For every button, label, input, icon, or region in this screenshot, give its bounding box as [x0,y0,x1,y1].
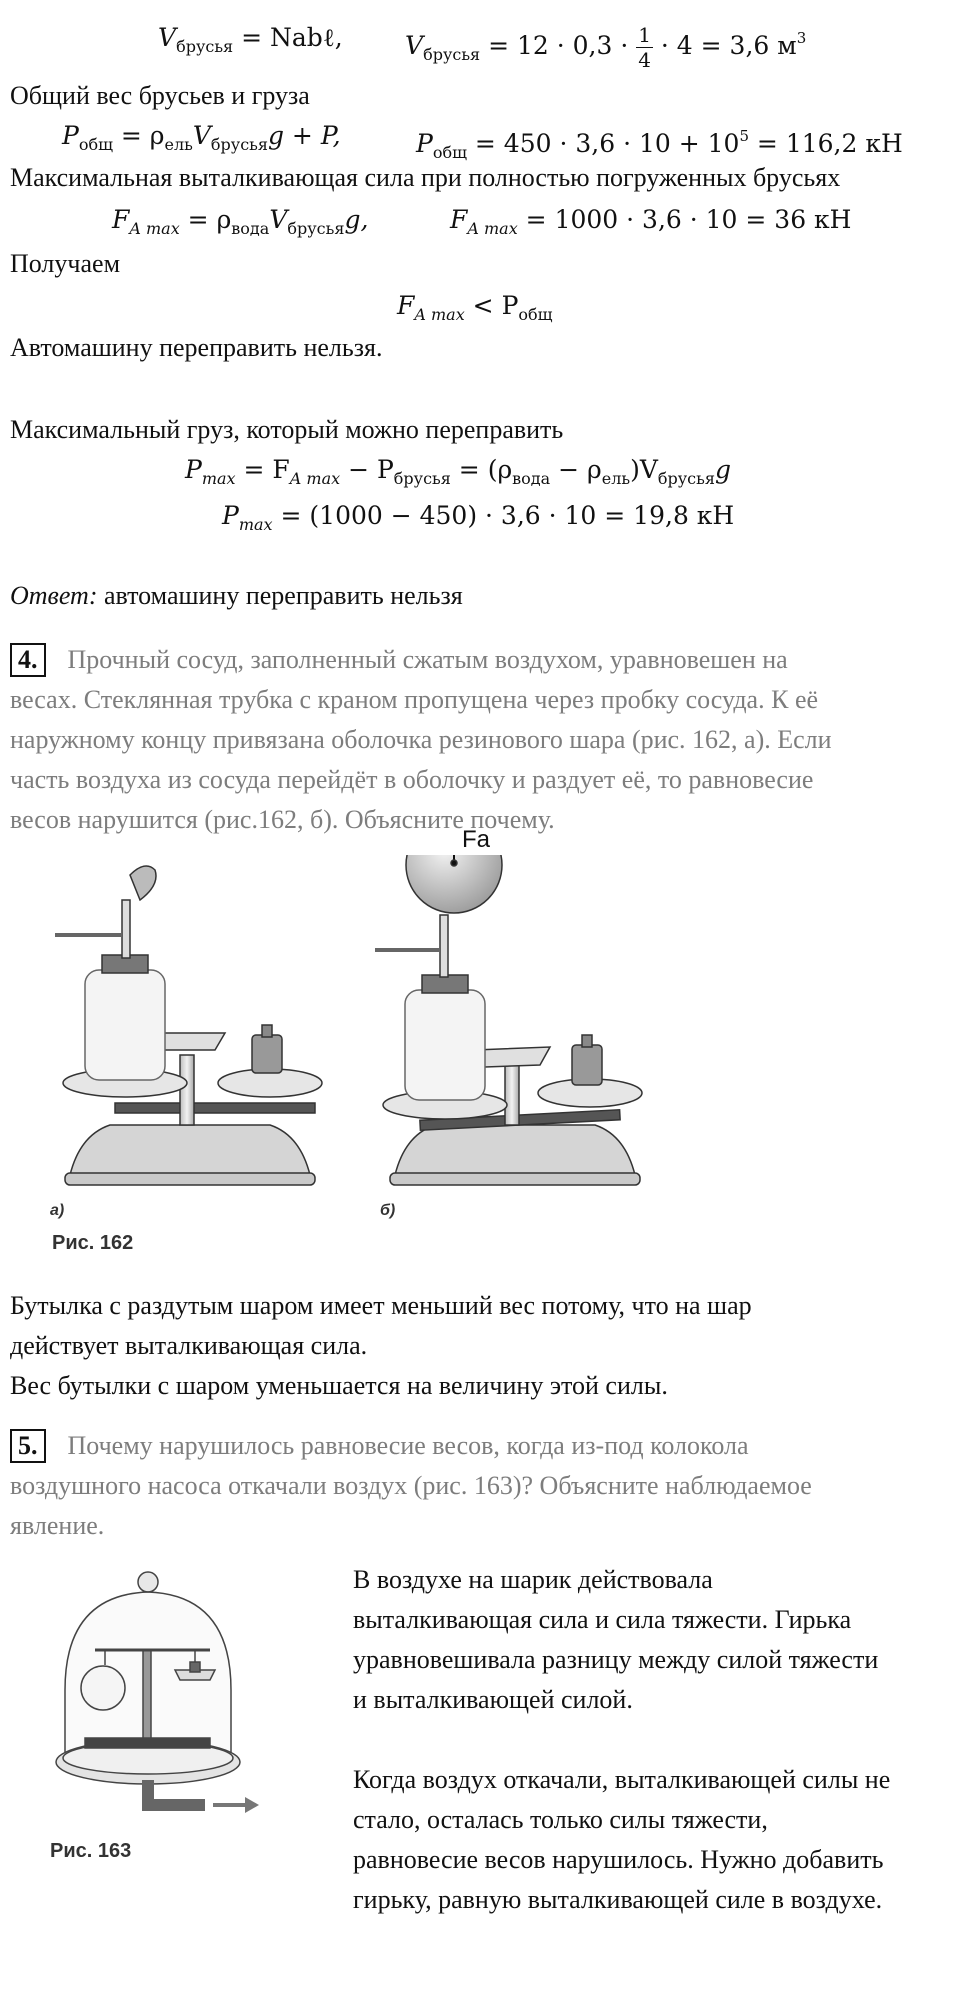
total-weight-calculation: $P_{общ} = 450 \cdot 3,6 \cdot 10 + 10^5 = 116,2$ кН [416,127,903,162]
task5-line-2: воздушного насоса откачали воздух (рис. 163)? Объясните наблюдаемое [10,1471,812,1500]
balance-a [55,866,322,1185]
volume-formula: $V_{брусья}$ = Nabℓ, [158,23,343,56]
max-load-calculation: $P_{max} = (1000 - 450) \cdot 3,6 \cdot 10 = 19,8$ кН [222,501,735,534]
task5-answer-line-2: выталкивающая сила и сила тяжести. Гирька [353,1605,852,1634]
task4-line-5: весов нарушится (рис.162, б). Объясните почему. [10,805,555,834]
answer-line [10,576,463,616]
total-weight-formula: $P_{общ} = \rho_{ель}V_{брусья}g + P$, [62,121,341,154]
inequality: $F_{A max} < P_{общ}$ [397,291,553,324]
fraction-one-quarter: $\frac{1}{4}$ [638,23,651,72]
get-label: Получаем [10,249,121,278]
task5-answer-line-6: стало, осталась только силы тяжести, [353,1805,768,1834]
figure-163-bell-jar-illustration [45,1570,285,1840]
task4-line-3: наружному концу привязана оболочка резинового шара (рис. 162, а). Если [10,725,832,754]
max-force-label: Максимальная выталкивающая сила при полностью погруженных брусьях [10,163,841,192]
figure-162-label-a: а) [50,1202,65,1219]
max-force-calculation: $F_{A max} = 1000 \cdot 3,6 \cdot 10 = 36$ кН [450,205,852,238]
task5-number: 5. [10,1429,46,1463]
max-load-formula: $P_{max} = F_{A max} - P_{брусья} = (\rho_{вода} - \rho_{ель})V_{брусья}g$ [185,455,731,488]
task4-number: 4. [10,643,46,677]
buoyant-force-label: Fa [462,826,491,853]
task5-answer-line-3: уравновешивала разницу между силой тяжести [353,1645,879,1674]
task5-line-1: 5. Почему нарушилось равновесие весов, когда из-под колокола [10,1426,749,1466]
task5-answer-line-8: гирьку, равную выталкивающей силе в воздухе. [353,1885,883,1914]
max-load-label: Максимальный груз, который можно переправить [10,415,564,444]
task4-answer-line-3: Вес бутылки с шаром уменьшается на величину этой силы. [10,1371,668,1400]
task5-answer-line-5: Когда воздух откачали, выталкивающей силы не [353,1765,891,1794]
answer-label: Ответ: [10,581,98,610]
task4-answer-line-2: действует выталкивающая сила. [10,1331,368,1360]
task5-line-3: явление. [10,1511,105,1540]
answer-text: автомашину переправить нельзя [97,581,463,610]
total-weight-label: Общий вес брусьев и груза [10,81,310,110]
volume-calculation: $V_{брусья} = 12 \cdot 0,3$ · $\frac{1}{4}$ · 4 = 3,6 $м^3$ [405,23,807,72]
task4-line-2: весах. Стеклянная трубка с краном пропущена через пробку сосуда. К её [10,685,819,714]
task5-answer-line-4: и выталкивающей силой. [353,1685,633,1714]
task4-answer-line-1: Бутылка с раздутым шаром имеет меньший вес потому, что на шар [10,1291,752,1320]
task4-line-4: часть воздуха из сосуда перейдёт в оболочку и раздует её, то равновесие [10,765,814,794]
task5-answer-line-7: равновесие весов нарушилось. Нужно добавить [353,1845,884,1874]
figure-163-caption: Рис. 163 [50,1840,132,1862]
figure-162-label-b: б) [380,1202,396,1219]
task4-line-1: 4. Прочный сосуд, заполненный сжатым воздухом, уравновешен на [10,640,788,680]
cannot-transport: Автомашину переправить нельзя. [10,333,383,362]
task5-answer-line-1: В воздухе на шарик действовала [353,1565,713,1594]
figure-162-balance-illustration [40,855,660,1215]
balance-b [375,855,642,1185]
figure-162-caption: Рис. 162 [52,1232,134,1254]
max-force-formula: $F_{A max} = \rho_{вода}V_{брусья}g$, [112,205,369,238]
